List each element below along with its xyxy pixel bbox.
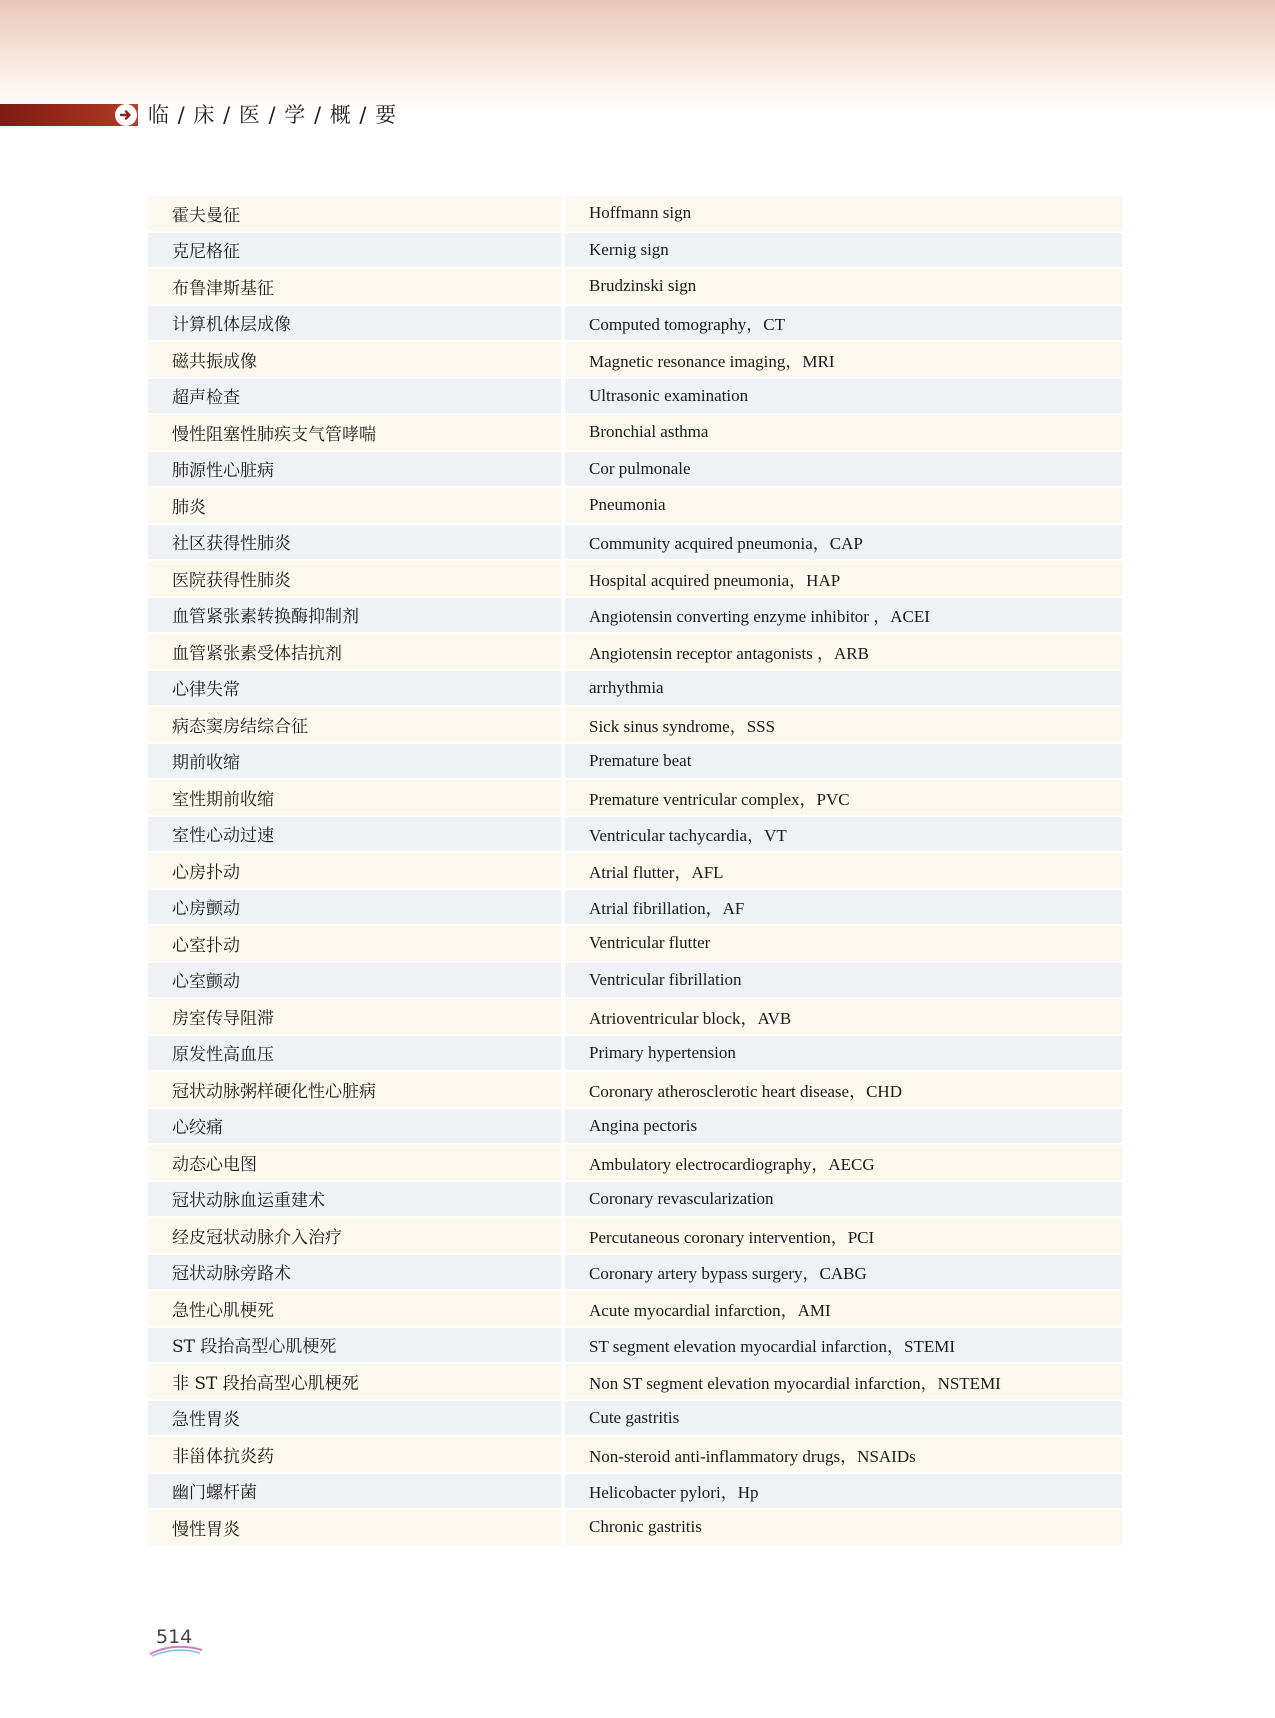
english-term: Brudzinski sign <box>565 269 1122 304</box>
table-row <box>148 634 1122 669</box>
english-term: Ambulatory electrocardiography，AECG <box>565 1145 1122 1180</box>
chinese-term: 医院获得性肺炎 <box>148 561 561 596</box>
chinese-term: 冠状动脉粥样硬化性心脏病 <box>148 1072 561 1107</box>
english-term: Coronary revascularization <box>565 1182 1122 1217</box>
table-row <box>148 415 1122 450</box>
table-row <box>148 598 1122 633</box>
table-row <box>148 963 1122 998</box>
table-row <box>148 452 1122 487</box>
english-term: Angiotensin receptor antagonists ，ARB <box>565 634 1122 669</box>
english-term: Primary hypertension <box>565 1036 1122 1071</box>
english-term: ST segment elevation myocardial infarction，STEMI <box>565 1328 1122 1363</box>
table-row <box>148 342 1122 377</box>
chinese-term: 计算机体层成像 <box>148 306 561 341</box>
english-term: Coronary artery bypass surgery，CABG <box>565 1255 1122 1290</box>
chinese-term: 病态窦房结综合征 <box>148 707 561 742</box>
page-top-gradient <box>0 0 1275 110</box>
english-term: Atrial fibrillation，AF <box>565 890 1122 925</box>
english-term: Angina pectoris <box>565 1109 1122 1144</box>
chinese-term: 原发性高血压 <box>148 1036 561 1071</box>
english-term: Ventricular flutter <box>565 926 1122 961</box>
table-row <box>148 379 1122 414</box>
page-number-swoosh-icon <box>148 1640 204 1658</box>
chinese-term: 血管紧张素转换酶抑制剂 <box>148 598 561 633</box>
chinese-term: 房室传导阻滞 <box>148 999 561 1034</box>
chinese-term: 心室扑动 <box>148 926 561 961</box>
table-row <box>148 233 1122 268</box>
table-row <box>148 1145 1122 1180</box>
table-row <box>148 1255 1122 1290</box>
english-term: Atrioventricular block，AVB <box>565 999 1122 1034</box>
book-title: 临 / 床 / 医 / 学 / 概 / 要 <box>148 103 398 127</box>
table-row <box>148 780 1122 815</box>
chinese-term: 慢性阻塞性肺疾支气管哮喘 <box>148 415 561 450</box>
table-row <box>148 1328 1122 1363</box>
english-term: Premature beat <box>565 744 1122 779</box>
english-term: Hospital acquired pneumonia，HAP <box>565 561 1122 596</box>
chinese-term: 心绞痛 <box>148 1109 561 1144</box>
table-row <box>148 1401 1122 1436</box>
table-row <box>148 999 1122 1034</box>
chinese-term: 幽门螺杆菌 <box>148 1474 561 1509</box>
table-row <box>148 707 1122 742</box>
english-term: Chronic gastritis <box>565 1510 1122 1545</box>
table-row <box>148 306 1122 341</box>
chinese-term: 冠状动脉旁路术 <box>148 1255 561 1290</box>
chinese-term: 慢性胃炎 <box>148 1510 561 1545</box>
chinese-term: 霍夫曼征 <box>148 196 561 231</box>
chinese-term: 非甾体抗炎药 <box>148 1437 561 1472</box>
english-term: Ventricular fibrillation <box>565 963 1122 998</box>
english-term: Bronchial asthma <box>565 415 1122 450</box>
table-row <box>148 817 1122 852</box>
english-term: Hoffmann sign <box>565 196 1122 231</box>
chinese-term: 社区获得性肺炎 <box>148 525 561 560</box>
english-term: Kernig sign <box>565 233 1122 268</box>
chinese-term: 心房颤动 <box>148 890 561 925</box>
chinese-term: 期前收缩 <box>148 744 561 779</box>
table-row <box>148 488 1122 523</box>
chinese-term: ST 段抬高型心肌梗死 <box>148 1328 561 1363</box>
english-term: Magnetic resonance imaging，MRI <box>565 342 1122 377</box>
table-row <box>148 269 1122 304</box>
table-row <box>148 1036 1122 1071</box>
chinese-term: 急性胃炎 <box>148 1401 561 1436</box>
table-row <box>148 890 1122 925</box>
table-row <box>148 1510 1122 1545</box>
chinese-term: 心房扑动 <box>148 853 561 888</box>
english-term: Cute gastritis <box>565 1401 1122 1436</box>
chinese-term: 超声检查 <box>148 379 561 414</box>
chinese-term: 室性心动过速 <box>148 817 561 852</box>
english-term: Atrial flutter，AFL <box>565 853 1122 888</box>
english-term: Premature ventricular complex，PVC <box>565 780 1122 815</box>
table-row <box>148 1218 1122 1253</box>
table-row <box>148 1364 1122 1399</box>
chinese-term: 冠状动脉血运重建术 <box>148 1182 561 1217</box>
chinese-term: 心律失常 <box>148 671 561 706</box>
table-row <box>148 1109 1122 1144</box>
chinese-term: 布鲁津斯基征 <box>148 269 561 304</box>
english-term: Pneumonia <box>565 488 1122 523</box>
chinese-term: 磁共振成像 <box>148 342 561 377</box>
table-row <box>148 561 1122 596</box>
chinese-term: 克尼格征 <box>148 233 561 268</box>
english-term: Ultrasonic examination <box>565 379 1122 414</box>
table-row <box>148 1437 1122 1472</box>
english-term: Sick sinus syndrome，SSS <box>565 707 1122 742</box>
chinese-term: 动态心电图 <box>148 1145 561 1180</box>
chinese-term: 室性期前收缩 <box>148 780 561 815</box>
arrow-right-circle-icon <box>115 104 137 126</box>
english-term: arrhythmia <box>565 671 1122 706</box>
table-row <box>148 1474 1122 1509</box>
table-row <box>148 1072 1122 1107</box>
english-term: Percutaneous coronary intervention，PCI <box>565 1218 1122 1253</box>
english-term: Helicobacter pylori，Hp <box>565 1474 1122 1509</box>
english-term: Non-steroid anti-inflammatory drugs，NSAIDs <box>565 1437 1122 1472</box>
table-row <box>148 744 1122 779</box>
chinese-term: 非 ST 段抬高型心肌梗死 <box>148 1364 561 1399</box>
english-term: Angiotensin converting enzyme inhibitor ，ACEI <box>565 598 1122 633</box>
chinese-term: 血管紧张素受体拮抗剂 <box>148 634 561 669</box>
table-row <box>148 671 1122 706</box>
chinese-term: 心室颤动 <box>148 963 561 998</box>
table-row <box>148 1291 1122 1326</box>
table-row <box>148 525 1122 560</box>
table-row <box>148 853 1122 888</box>
chinese-term: 急性心肌梗死 <box>148 1291 561 1326</box>
english-term: Non ST segment elevation myocardial infarction，NSTEMI <box>565 1364 1122 1399</box>
terminology-table <box>148 196 1122 1547</box>
english-term: Cor pulmonale <box>565 452 1122 487</box>
table-row <box>148 926 1122 961</box>
table-row <box>148 196 1122 231</box>
english-term: Computed tomography，CT <box>565 306 1122 341</box>
chinese-term: 肺源性心脏病 <box>148 452 561 487</box>
page-number: 514 <box>156 1626 193 1648</box>
chinese-term: 经皮冠状动脉介入治疗 <box>148 1218 561 1253</box>
english-term: Community acquired pneumonia，CAP <box>565 525 1122 560</box>
table-row <box>148 1182 1122 1217</box>
english-term: Coronary atherosclerotic heart disease，CHD <box>565 1072 1122 1107</box>
english-term: Ventricular tachycardia，VT <box>565 817 1122 852</box>
chinese-term: 肺炎 <box>148 488 561 523</box>
english-term: Acute myocardial infarction，AMI <box>565 1291 1122 1326</box>
